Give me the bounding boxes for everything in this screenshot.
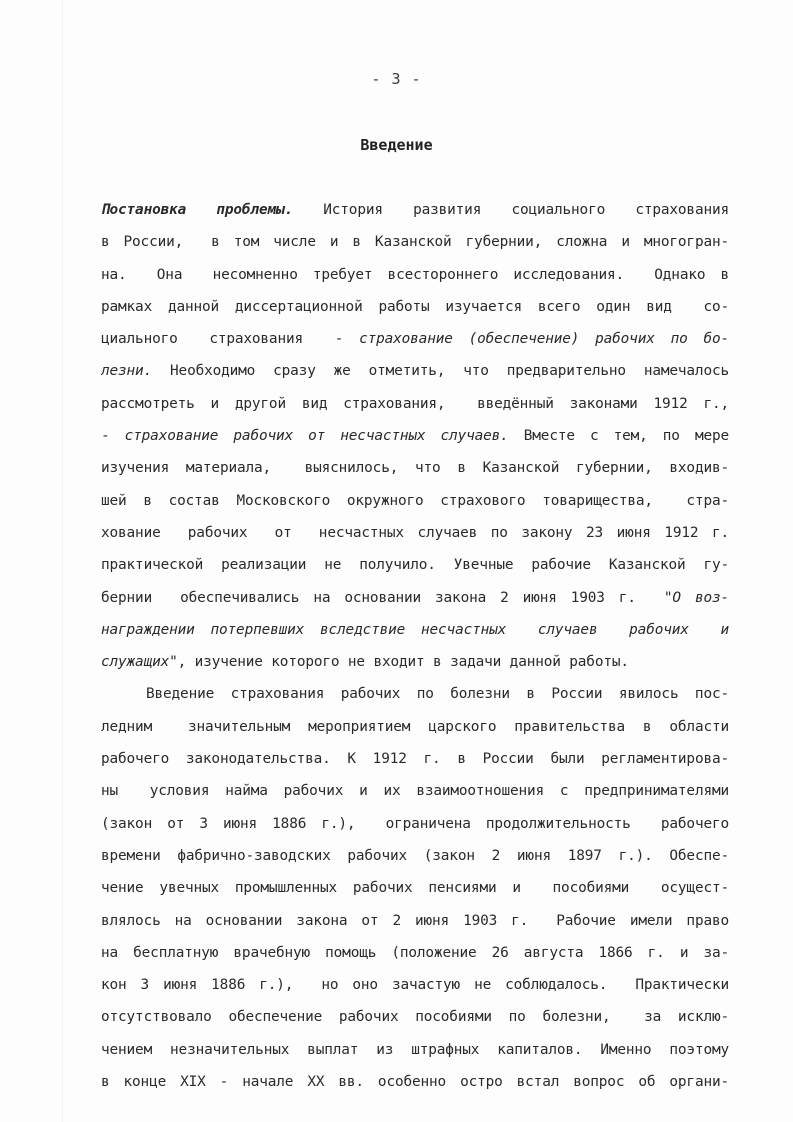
text-line [101, 1007, 729, 1039]
text-run: рамках данной диссертационной работы изучается всего один вид со- [101, 298, 729, 315]
text-run: бернии обеспечивались на основании закона 2 июня 1903 г. " [101, 589, 673, 606]
text-run: циального страхования - [101, 331, 360, 348]
text-run: шей в состав Московского окружного страхового товарищества, стра- [101, 492, 729, 509]
text-line [101, 1040, 729, 1072]
text-line [101, 491, 729, 523]
page-number: - 3 - [371, 70, 422, 88]
body-text [101, 200, 729, 1104]
text-line [101, 652, 729, 684]
text-line [101, 943, 729, 975]
text-run: в конце XIX - начале XX вв. особенно остро встал вопрос об органи- [101, 1074, 729, 1091]
emphasis-text: награждении потерпевших вследствие несчастных случаев рабочих и [101, 621, 729, 638]
text-line [101, 555, 729, 587]
text-run: чение увечных промышленных рабочих пенсиями и пособиями осущест- [101, 880, 729, 897]
paragraph-problem-statement [101, 200, 729, 684]
text-run: Введение страхования рабочих по болезни в России явилось пос- [146, 686, 729, 703]
text-run: - [101, 428, 125, 445]
text-line [101, 329, 729, 361]
text-run: в России, в том числе и в Казанской губернии, сложна и многогран- [101, 234, 729, 251]
text-line [101, 684, 729, 716]
emphasis-text: служащих [101, 654, 170, 671]
text-line [101, 1072, 729, 1104]
text-run: рассмотреть и другой вид страхования, введённый законами 1912 г., [101, 395, 729, 412]
text-run: История развития социального страхования [293, 202, 729, 218]
paragraph-insurance-introduction [101, 684, 729, 1104]
text-line [101, 620, 729, 652]
text-line [101, 814, 729, 846]
text-run: на бесплатную врачебную помощь (положение 26 августа 1866 г. и за- [101, 944, 729, 961]
text-line [101, 458, 729, 490]
text-line [101, 588, 729, 620]
section-heading: Введение [360, 136, 433, 154]
text-line [101, 361, 729, 393]
text-line [101, 523, 729, 555]
scan-edge [62, 0, 63, 1122]
text-line [101, 297, 729, 329]
text-line [101, 717, 729, 749]
text-run: на. Она несомненно требует всестороннего исследования. Однако в [101, 266, 729, 283]
text-line [101, 878, 729, 910]
text-line [101, 394, 729, 426]
text-run: кон 3 июня 1886 г.), но оно зачастую не соблюдалось. Практически [101, 977, 729, 994]
emphasis-text: лезни. [101, 363, 153, 380]
emphasis-text: страхование (обеспечение) рабочих по бо- [359, 331, 729, 348]
text-run: ны условия найма рабочих и их взаимоотношения с предпринимателями [101, 783, 729, 800]
text-line [101, 781, 729, 813]
text-run: хование рабочих от несчастных случаев по закону 23 июня 1912 г. [101, 524, 729, 541]
text-run: изучения материала, выяснилось, что в Казанской губернии, входив- [101, 460, 729, 477]
run-in-heading: Постановка проблемы. [101, 202, 294, 218]
text-run: Необходимо сразу же отметить, что предварительно намечалось [152, 363, 729, 380]
text-run: влялось на основании закона от 2 июня 1903 г. Рабочие имели право [101, 912, 729, 929]
text-run: ", изучение которого не входит в задачи данной работы. [169, 654, 629, 671]
text-run: рабочего законодательства. К 1912 г. в России были регламентирова- [101, 751, 729, 768]
text-line [101, 911, 729, 943]
text-line [101, 846, 729, 878]
text-run: ледним значительным мероприятием царского правительства в области [101, 718, 729, 735]
text-line [101, 232, 729, 264]
text-line [101, 749, 729, 781]
text-line [101, 265, 729, 297]
text-run: времени фабрично-заводских рабочих (закон 2 июня 1897 г.). Обеспе- [101, 847, 729, 864]
text-line [101, 200, 729, 232]
text-line [101, 975, 729, 1007]
emphasis-text: страхование рабочих от несчастных случаев. [124, 428, 509, 445]
text-line [101, 426, 729, 458]
text-run: (закон от 3 июня 1886 г.), ограничена продолжительность рабочего [101, 815, 729, 832]
text-run: практической реализации не получило. Увечные рабочие Казанской гу- [101, 557, 729, 574]
text-run: отсутствовало обеспечение рабочих пособиями по болезни, за исклю- [101, 1009, 729, 1026]
emphasis-text: О воз- [672, 589, 729, 606]
text-run: чением незначительных выплат из штрафных капиталов. Именно поэтому [101, 1041, 729, 1058]
text-run: Вместе с тем, по мере [508, 428, 729, 445]
